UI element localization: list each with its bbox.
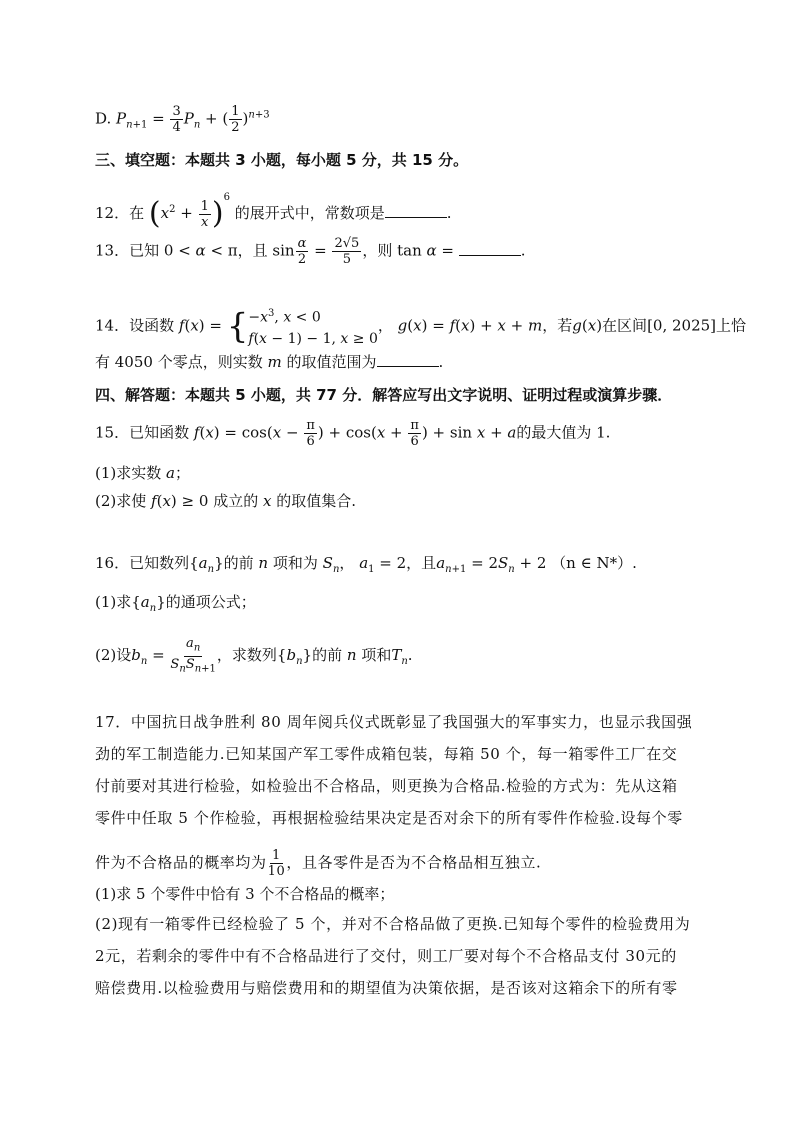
section4-title: 四、解答题：本题共 5 小题，共 77 分．解答应写出文字说明、证明过程或演算步骤． bbox=[95, 386, 673, 404]
question-17-part2-line1: (2)现有一箱零件已经检验了 5 个，并对不合格品做了更换.已知每个零件的检验费用为 bbox=[95, 915, 691, 933]
question-13: 13．已知 0 < α < π，且 sin $\frac{\alpha}{2}$ = $\frac{2√5}{5}$ ，则 tan α = . bbox=[95, 236, 526, 267]
question-17-part2-line2: 2元，若剩余的零件中有不合格品进行了交付，则工厂要对每个不合格品支付 30元的 bbox=[95, 947, 677, 965]
question-15-part1: (1)求实数 a； bbox=[95, 464, 190, 482]
question-14-line2: 有 4050 个零点，则实数 m 的取值范围为 . bbox=[95, 353, 444, 371]
question-17-part1: (1)求 5 个零件中恰有 3 个不合格品的概率； bbox=[95, 885, 395, 903]
question-15-part2: (2)求使 f(x) ≥ 0 成立的 x 的取值集合. bbox=[95, 492, 357, 510]
question-15: 15．已知函数 f(x) = cos(x − $\frac{\pi}{6}$ ) + cos(x + $\frac{\pi}{6}$ ) + sin x + a的最大值为 1. bbox=[95, 418, 611, 449]
question-17-line4: 零件中任取 5 个作检验，再根据检验结果决定是否对余下的所有零件作检验.设每个零 bbox=[95, 809, 683, 827]
q11-option-d: D. $P_{n+1}$ = $\frac{3}{4}$ $P_n$ + ( $\frac{1}{2}$ )$^{n+3}$ bbox=[95, 104, 270, 135]
question-17-line5: 件为不合格品的概率均为 $\frac{1}{10}$ ，且各零件是否为不合格品相互独立. bbox=[95, 848, 542, 879]
question-16: 16．已知数列$\{a_n\}$的前 n 项和为 $S_n$， $a_1 = 2$，且$a_{n+1} = 2S_n + 2$ （n ∈ N*）. bbox=[95, 554, 637, 575]
question-12: 12．在 ($x^2$ + $\frac{1}{x}$ )$^6$ 的展开式中，常数项是 . bbox=[95, 192, 452, 231]
question-17-line1: 17．中国抗日战争胜利 80 周年阅兵仪式既彰显了我国强大的军事实力，也显示我国强 bbox=[95, 713, 693, 731]
section3-title: 三、填空题：本题共 3 小题，每小题 5 分，共 15 分。 bbox=[95, 151, 469, 169]
answer-blank[interactable] bbox=[385, 203, 447, 218]
question-17-part2-line3: 赔偿费用.以检验费用与赔偿费用和的期望值为决策依据，是否该对这箱余下的所有零 bbox=[95, 979, 678, 997]
question-16-part1: (1)求$\{a_n\}$的通项公式； bbox=[95, 593, 256, 614]
answer-blank[interactable] bbox=[459, 241, 521, 256]
question-14: 14．设函数 f(x) = { $-x^3$, x < 0 f(x − 1) − 1, x ≥ 0 ， g(x) = f(x) + x + m，若g(x)在区间[0, 2025]上恰 bbox=[95, 306, 747, 347]
question-16-part2: (2)设$b_n$ = $\frac{a_n}{S_nS_{n+1}}$ ，求数列$\{b_n\}$的前 n 项和$T_n$. bbox=[95, 636, 413, 675]
question-17-line3: 付前要对其进行检验，如检验出不合格品，则更换为合格品.检验的方式为：先从这箱 bbox=[95, 777, 678, 795]
answer-blank[interactable] bbox=[377, 352, 439, 367]
question-17-line2: 劲的军工制造能力.已知某国产军工零件成箱包装，每箱 50 个，每一箱零件工厂在交 bbox=[95, 745, 678, 763]
